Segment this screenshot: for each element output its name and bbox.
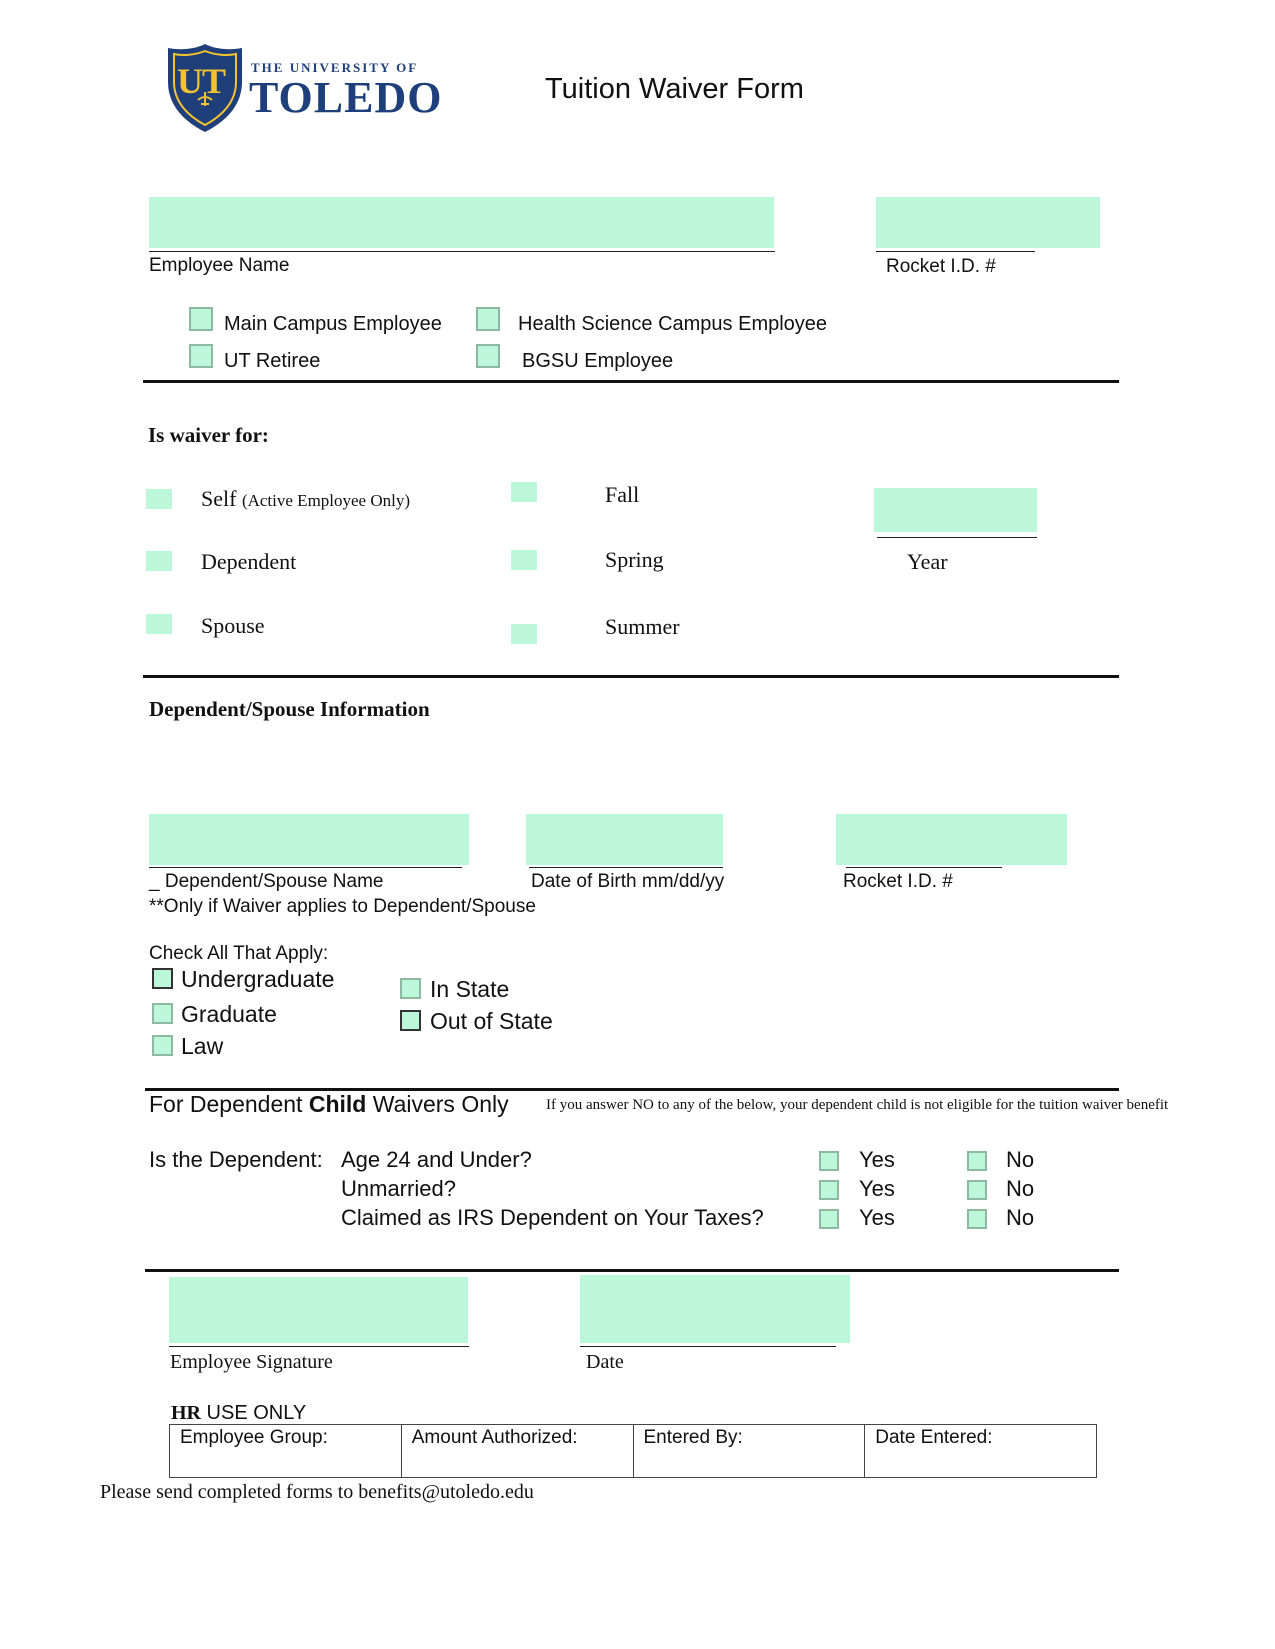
- dependent-label: Dependent: [201, 549, 297, 574]
- age-yes-label: Yes: [859, 1147, 895, 1172]
- signature-date-label: Date: [586, 1351, 624, 1373]
- employee-name-field[interactable]: [149, 197, 774, 248]
- summer-label: Summer: [605, 614, 680, 639]
- check-all-heading: Check All That Apply:: [149, 943, 329, 964]
- employee-name-label: Employee Name: [149, 255, 290, 276]
- date-of-birth-field[interactable]: [526, 814, 723, 865]
- irs-no-checkbox[interactable]: [967, 1209, 987, 1229]
- out-of-state-checkbox[interactable]: [400, 1010, 421, 1031]
- rocket-id-field[interactable]: [876, 197, 1100, 248]
- dependent-rocket-id-label: Rocket I.D. #: [843, 871, 953, 892]
- question-irs: Claimed as IRS Dependent on Your Taxes?: [341, 1205, 764, 1230]
- irs-yes-checkbox[interactable]: [819, 1209, 839, 1229]
- dependent-rocket-id-underline: [846, 867, 1002, 868]
- question-label: Is the Dependent:: [149, 1147, 323, 1172]
- rocket-id-label: Rocket I.D. #: [886, 256, 996, 277]
- graduate-label: Graduate: [181, 1001, 277, 1027]
- self-label: Self (Active Employee Only): [201, 486, 411, 511]
- employee-signature-label: Employee Signature: [170, 1351, 333, 1373]
- irs-yes-label: Yes: [859, 1205, 895, 1230]
- spring-checkbox[interactable]: [511, 550, 537, 570]
- dependent-name-underline: [149, 867, 462, 868]
- university-logo: [165, 42, 443, 134]
- dependent-info-heading: Dependent/Spouse Information: [149, 697, 430, 721]
- year-underline: [877, 537, 1037, 538]
- year-label: Year: [907, 549, 948, 574]
- ut-retiree-checkbox[interactable]: [189, 344, 213, 368]
- hr-entered-by-cell: Entered By:: [633, 1425, 865, 1478]
- hr-amount-authorized-cell: Amount Authorized:: [401, 1425, 633, 1478]
- child-waiver-note: If you answer NO to any of the below, your dependent child is not eligible for the tuition waiver benefit: [546, 1097, 1169, 1113]
- question-age: Age 24 and Under?: [341, 1147, 532, 1172]
- spouse-label: Spouse: [201, 613, 265, 638]
- question-unmarried: Unmarried?: [341, 1176, 456, 1201]
- dependent-name-field[interactable]: [149, 814, 469, 865]
- health-science-label: Health Science Campus Employee: [518, 313, 828, 335]
- unmarried-no-checkbox[interactable]: [967, 1180, 987, 1200]
- graduate-checkbox[interactable]: [152, 1003, 173, 1024]
- self-checkbox[interactable]: [146, 489, 172, 509]
- hr-use-heading: HR USE ONLY: [171, 1402, 307, 1424]
- spouse-checkbox[interactable]: [146, 614, 172, 634]
- fall-label: Fall: [605, 482, 640, 507]
- self-note: (Active Employee Only): [241, 491, 411, 510]
- main-campus-checkbox[interactable]: [189, 307, 213, 331]
- logo-name: TOLEDO: [249, 73, 443, 122]
- irs-no-label: No: [1006, 1205, 1035, 1230]
- out-of-state-label: Out of State: [430, 1008, 553, 1034]
- form-title: Tuition Waiver Form: [545, 73, 804, 105]
- health-science-checkbox[interactable]: [476, 307, 500, 331]
- unmarried-no-label: No: [1006, 1176, 1035, 1201]
- bgsu-label: BGSU Employee: [522, 350, 674, 372]
- footer-instructions: Please send completed forms to benefits@utoledo.edu: [100, 1481, 534, 1503]
- rocket-id-underline: [876, 251, 1035, 252]
- hr-use-table: [169, 1424, 1097, 1478]
- year-field[interactable]: [874, 488, 1037, 532]
- section-divider: [145, 1269, 1119, 1272]
- undergraduate-checkbox[interactable]: [152, 968, 173, 989]
- age-yes-checkbox[interactable]: [819, 1151, 839, 1171]
- age-no-checkbox[interactable]: [967, 1151, 987, 1171]
- hr-employee-group-cell: Employee Group:: [170, 1425, 402, 1478]
- unmarried-yes-label: Yes: [859, 1176, 895, 1201]
- section-divider: [143, 380, 1119, 383]
- signature-date-underline: [580, 1346, 836, 1347]
- spring-label: Spring: [605, 547, 664, 572]
- logo-top-line: THE UNIVERSITY OF: [251, 60, 419, 75]
- date-of-birth-label: Date of Birth mm/dd/yy: [531, 871, 725, 892]
- child-waiver-heading: For Dependent Child Waivers Only: [149, 1091, 509, 1117]
- law-checkbox[interactable]: [152, 1035, 173, 1056]
- undergraduate-label: Undergraduate: [181, 966, 335, 992]
- employee-signature-field[interactable]: [169, 1277, 468, 1343]
- dependent-checkbox[interactable]: [146, 551, 172, 571]
- summer-checkbox[interactable]: [511, 624, 537, 644]
- in-state-label: In State: [430, 976, 510, 1002]
- dependent-note: **Only if Waiver applies to Dependent/Spouse: [149, 896, 536, 917]
- age-no-label: No: [1006, 1147, 1035, 1172]
- waiver-for-heading: Is waiver for:: [148, 423, 269, 447]
- dependent-name-label: _ Dependent/Spouse Name: [149, 871, 384, 892]
- employee-name-underline: [149, 251, 775, 252]
- unmarried-yes-checkbox[interactable]: [819, 1180, 839, 1200]
- section-divider: [143, 675, 1119, 678]
- fall-checkbox[interactable]: [511, 482, 537, 502]
- bgsu-checkbox[interactable]: [476, 344, 500, 368]
- date-of-birth-underline: [529, 867, 723, 868]
- dependent-rocket-id-field[interactable]: [836, 814, 1067, 865]
- ut-retiree-label: UT Retiree: [224, 350, 321, 372]
- main-campus-label: Main Campus Employee: [224, 313, 442, 335]
- law-label: Law: [181, 1033, 224, 1059]
- logo-monogram: UT: [177, 61, 226, 101]
- in-state-checkbox[interactable]: [400, 978, 421, 999]
- signature-date-field[interactable]: [580, 1275, 850, 1343]
- hr-date-entered-cell: Date Entered:: [865, 1425, 1097, 1478]
- signature-underline: [169, 1346, 469, 1347]
